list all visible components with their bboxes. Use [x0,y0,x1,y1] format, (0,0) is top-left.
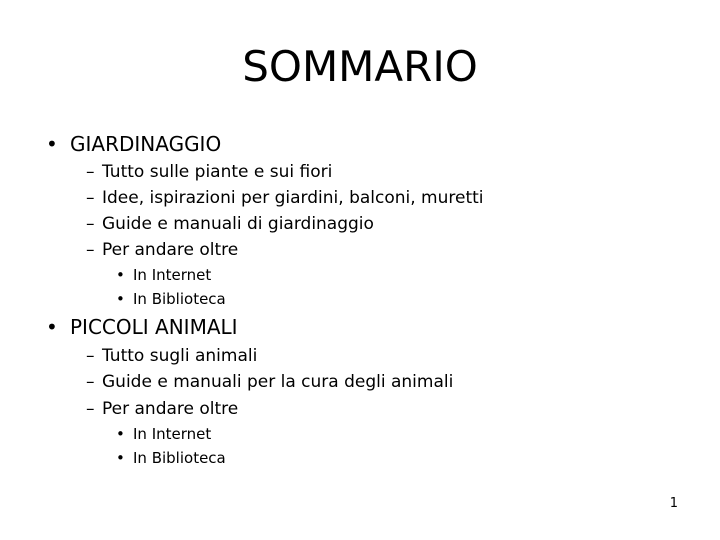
dash-icon: – [86,162,95,182]
dash-icon: – [86,346,95,366]
dash-icon: – [86,399,95,419]
bullet-icon: • [46,132,58,156]
bullet-icon: • [46,315,58,339]
bullet-icon: • [116,449,125,467]
list-item-text: Guide e manuali per la cura degli animali [102,372,454,392]
section-heading-text: GIARDINAGGIO [70,132,222,156]
dash-icon: – [86,188,95,208]
sub-list-item-text: In Internet [133,266,212,284]
sub-list-item-text: In Biblioteca [133,449,226,467]
list-item-text: Guide e manuali di giardinaggio [102,214,374,234]
sub-list-item-text: In Internet [133,425,212,443]
bullet-icon: • [116,290,125,308]
sub-list-item-text: In Biblioteca [133,290,226,308]
list-item-text: Per andare oltre [102,240,239,260]
dash-icon: – [86,372,95,392]
list-item-text: Idee, ispirazioni per giardini, balconi, muretti [102,188,484,208]
dash-icon: – [86,214,95,234]
page-number: 1 [669,496,678,511]
list-item-text: Tutto sugli animali [102,346,258,366]
list-item-text: Tutto sulle piante e sui fiori [102,162,333,182]
list-item-text: Per andare oltre [102,399,239,419]
bullet-icon: • [116,425,125,443]
dash-icon: – [86,240,95,260]
section-heading-text: PICCOLI ANIMALI [70,315,238,339]
slide-title: SOMMARIO [242,42,478,91]
bullet-icon: • [116,266,125,284]
